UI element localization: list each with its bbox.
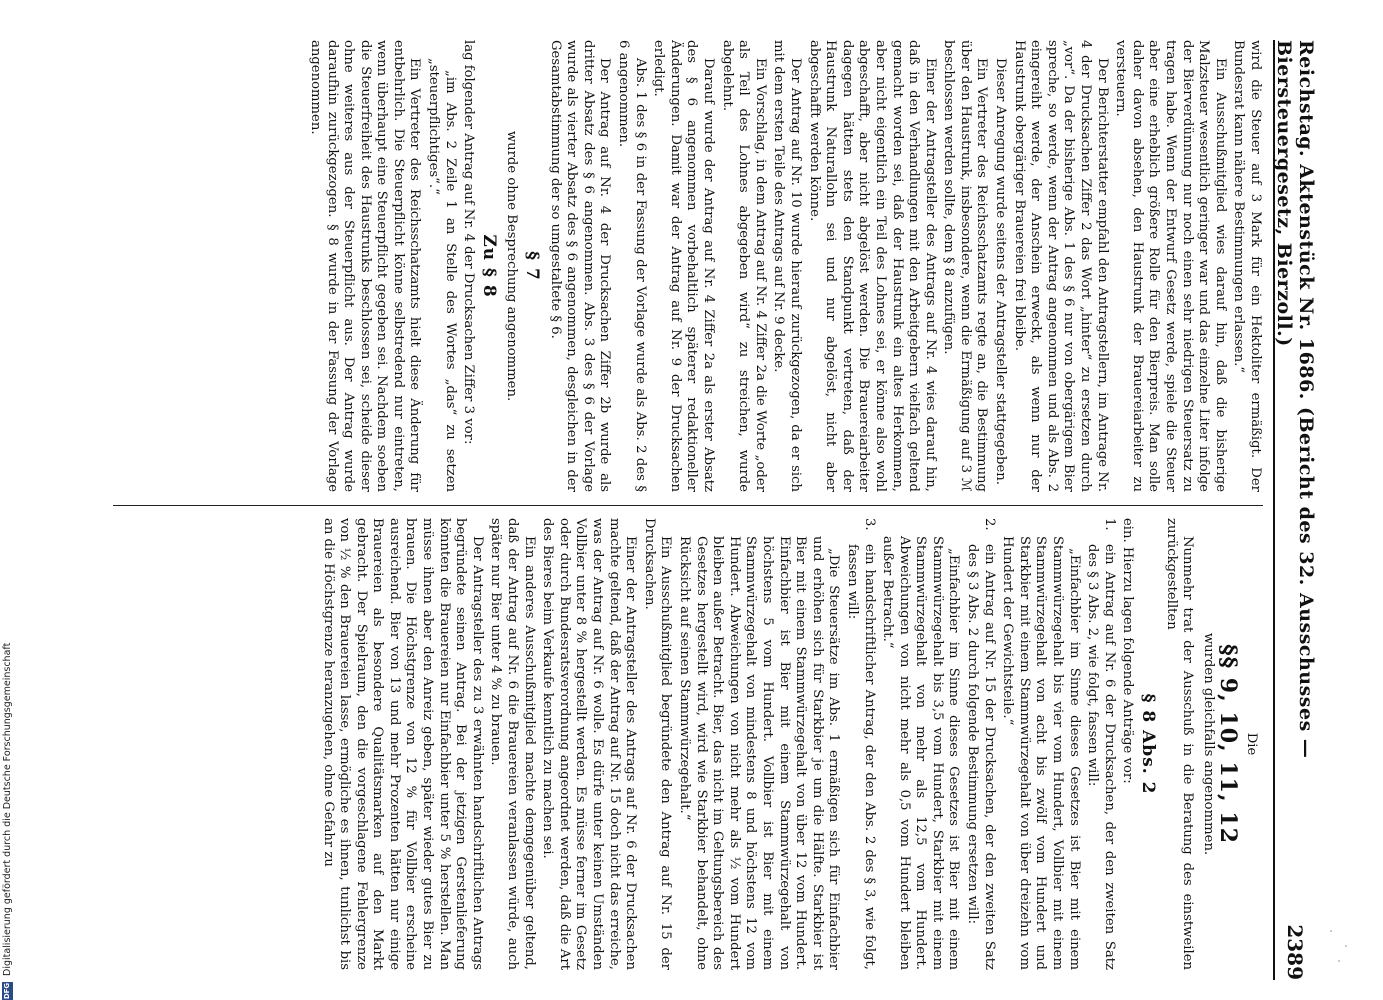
paragraph: Die [1244,732,1259,756]
paragraph: Der Antrag auf Nr. 10 wurde hierauf zurückgezogen, da er sich mit dem ersten Teile des Antrags auf Nr. 9 decke. [771,40,803,492]
paragraph: Ein Vertreter des Reichsschatzamts hielt diese Änderung für entbehrlich. Die Steuerpflicht könne selbstredend nur eintreten, wenn überhaupt eine Steuerpflicht gegeben sei. Nachdem soeben die Steuerfreiheit des Haustrunks beschlossen sei, scheide dieser ohne weiteres aus der Steuerpflicht aus. Der Antrag wurde daraufhin zurückgezogen. § 8 wurde in der Fassung der Vorlage angenommen. [307,40,423,492]
page-number: 2389 [1283,924,1307,980]
list-text: ein Antrag auf Nr. 6 der Drucksachen, der den zweiten Satz des § 3 Abs. 2, wie folgt, fassen will: [1085,544,1117,970]
paragraph: Ein Ausschußmitglied begründete den Antrag auf Nr. 15 der Drucksachen. [641,518,674,970]
paragraph: Darauf wurde der Antrag auf Nr. 4 Ziffer 2a als erster Absatz des § 6 angenommen vorbehaltlich späterer redaktioneller Änderungen. Damit war der Antrag auf Nr. 9 der Drucksachen erledigt. [651,40,716,492]
left-column [83,40,1263,492]
paragraph: Ein Vertreter des Reichsschatzamts regte an, die Bestimmung über den Haustrunk, insbesondere, wenn die Ermäßigung auf 3 ℳ beschlossen werden sollte, dem § 8 anzufügen. [941,40,990,492]
paragraph: Dieser Anregung wurde seitens der Antragsteller stattgegeben. [993,58,1009,485]
column-divider [113,505,1263,506]
quoted-text: „Die Steuersätze im Abs. 1 ermäßigen sich für Einfachbier und erhöhen sich für Starkbier je um die Hälfte. Starkbier ist Bier mit einem Stammwürzegehalt von über 12 vom Hundert. Einfachbier ist Bier mit einem Stammwürzegehalt von höchstens 5 vom Hundert. Vollbier ist Bier mit einem Stammwürzegehalt von mindestens 8 und höchstens 12 vom Hundert. Abweichungen von nicht mehr als ½ vom Hundert bleiben außer Betracht. Bier, das nicht im Geltungsbereich des Gesetzes hergestellt wird, wird wie Starkbier behandelt, ohne Rücksicht auf seinen Stammwürzegehalt.“ [677,536,842,970]
list-text: ein handschriftlicher Antrag, der den Abs. 2 des § 3, wie folgt, fassen will: [844,544,877,970]
section-heading: §§ 9, 10, 11, 12 [1215,644,1242,844]
scan-speck [1345,945,1347,947]
quoted-text: „Einfachbier im Sinne dieses Gesetzes ist Bier mit einem Stammwürzegehalt bis vier vom Hundert, Vollbier mit einem Stammwürzegehalt von acht bis zwölf vom Hundert und Starkbier mit einem Stammwürzegehalt von über dreizehn vom Hundert der Gewichtsteile.“ [1000,536,1082,970]
paragraph: Der Antrag auf Nr. 4 der Drucksachen Ziffer 2b wurde als dritter Absatz des § 6 angenommen. Abs. 3 des § 6 der Vorlage wurde als vierter Absatz des § 6 angenommen, desgleichen in der Gesamtabstimmung der so umgestaltete § 6. [547,40,613,492]
paragraph: wird die Steuer auf 3 Mark für ein Hektoliter ermäßigt. Der Bundesrat kann nähere Bestimmungen erlassen.“ [1231,40,1263,492]
paragraph: Ein Vorschlag, in dem Antrag auf Nr. 4 Ziffer 2a die Worte „oder als Teil des Lohnes abgegeben wird“ zu streichen, wurde abgelehnt. [719,40,768,492]
paragraph: ein. Hierzu lagen folgende Anträge vor: [1120,518,1136,784]
list-item [843,518,876,970]
paragraph: Einer der Antragsteller des Antrags auf Nr. 6 der Drucksachen machte geltend, daß der Antrag auf Nr. 15 doch nicht das erreiche, was der Antrag auf Nr. 6 wolle. Es dürfe unter keinen Umständen Vollbier unter 8 % hergestellt werden. Es müsse ferner im Gesetz oder durch Bundesratsverordnung angeordnet werden, daß die Art des Bieres beim Verkaufe kenntlich zu machen sei. [540,518,639,970]
running-title: Reichstag. Aktenstück Nr. 1686. (Bericht des 32. Ausschusses — Biersteuergesetz, Bierzoll.) [1273,40,1317,759]
scan-speck [1330,930,1332,932]
list-text: ein Antrag auf Nr. 15 der Drucksachen, der den zweiten Satz des § 3 Abs. 2 durch folgende Bestimmung ersetzen will: [965,544,997,970]
list-number: 1. [1101,518,1117,531]
rotated-document-page [65,40,1315,980]
paragraph: Nunmehr trat der Ausschuß in die Beratung des einstweilen zurückgestellten [1163,518,1196,970]
list-number: 2. [981,518,997,531]
section-heading: Zu § 8 [478,234,499,298]
paragraph: Einer der Antragsteller des Antrags auf Nr. 4 wies darauf hin, daß in den Verhandlungen mit den Arbeitgebern vielfach geltend gemacht worden sei, daß der Haustrunk ein altes Herkommen, aber nicht eigentlich ein Teil des Lohnes sei, er könne also wohl abgeschafft, aber nicht abgelöst werden. Die Brauereiarbeiter dagegen hätten stets den Standpunkt vertreten, daß der Haustrunk Naturallohn sei und nur abgelöst, nicht aber abgeschafft werden könne. [806,40,938,492]
credit-text: Digitalisierung gefördert durch die Deutsche Forschungsgemeinschaft [1,642,13,976]
paragraph: lag folgender Antrag auf Nr. 4 der Drucksachen Ziffer 3 vor: [461,40,477,445]
paragraph: wurden gleichfalls angenommen. [1200,632,1216,856]
scan-speck [1338,960,1340,962]
quoted-text: „Einfachbier im Sinne dieses Gesetzes ist Bier mit einem Stammwürzegehalt bis 3,5 vom Hundert, Starkbier mit einem Stammwürzegehalt von mehr als 12,5 vom Hundert. Abweichungen von nicht mehr als 0,5 vom Hundert bleiben außer Betracht.“ [880,536,962,970]
list-item [964,518,997,970]
paragraph: Der Antragsteller des zu 3 erwähnten handschriftlichen Antrags begründete seinen Antrag. Bei der jetzigen Gerstenlieferung könnten die Brauereien nur Einfachbier unter 5 % herstellen. Man müsse ihnen aber den Anreiz geben, später wieder gutes Bier zu brauen. Die Höchstgrenze von 12 % für Vollbier erscheine ausreichend. Bier von 13 und mehr Prozenten hätten nur einige Brauereien als besondere Qualitätsmarken auf den Markt gebracht. Der Spielraum, den die vorgeschlagene Fehlergrenze von ½ % den Brauereien lasse, ermögliche es ihnen, tunlichst bis an die Höchstgrenze heranzugehen, ohne Gefahr zu [320,518,485,970]
page-header [1273,40,1315,980]
paragraph: Ein anderes Ausschußmitglied machte demgegenüber geltend, daß der Antrag auf Nr. 6 die Brauereien veranlassen würde, auch später nur Bier unter 4 % zu brauen. [488,518,537,970]
list-item [1084,518,1117,970]
dfg-logo-icon: DFG [2,982,11,1000]
section-heading: § 8 Abs. 2 [1138,693,1159,795]
paragraph: Ein Ausschußmitglied wies darauf hin, daß die bisherige Malzsteuer wesentlich geringer war und das einzelne Liter infolge der Bierverdünnung nur noch einen sehr niedrigen Steuersatz zu tragen habe. Wenn der Entwurf Gesetz werde, spiele die Steuer aber eine erheblich größere Rolle für den Bierpreis. Man solle daher davon absehen, den Haustrunk der Brauereiarbeiter zu versteuern. [1113,40,1228,492]
list-number: 3. [861,518,877,531]
right-column [83,518,1263,970]
section-heading: § 7 [522,251,543,281]
digitization-credit [0,0,14,1000]
paragraph: Der Berichterstatter empfahl den Antragstellern, im Antrage Nr. 4 der Drucksachen Ziffer 2 das Wort „hinter“ zu ersetzen durch „vor“. Da der bisherige Abs. 1 des § 6 nur von obergärigem Bier spreche, so werde, wenn der Antrag angenommen und als Abs. 2 eingereiht werde, der Anschein erweckt, als wenn nur der Haustrunk obergäriger Brauereien frei bleibe. [1011,40,1110,492]
paragraph: wurde ohne Besprechung angenommen. [504,130,520,402]
paragraph: Abs. 1 des § 6 in der Fassung der Vorlage wurde als Abs. 2 des § 6 angenommen. [616,40,648,492]
quoted-text: „im Abs. 2 Zeile 1 an Stelle des Wortes „das“ zu setzen „steuerpflichtiges“.“ [426,58,458,492]
